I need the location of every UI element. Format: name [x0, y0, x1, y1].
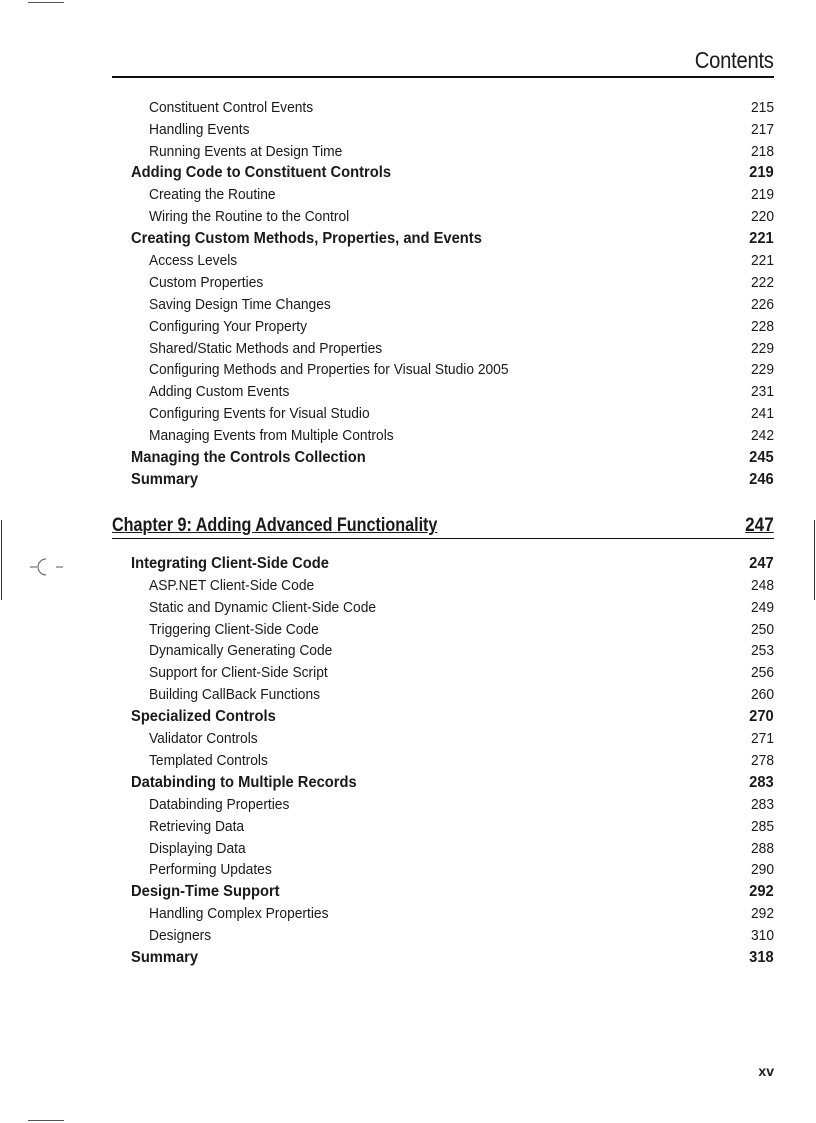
toc-entry-title: Designers [149, 927, 212, 944]
toc-entry-page: 229 [750, 340, 774, 357]
toc-entry-page: 290 [750, 861, 774, 878]
toc-entry-page: 253 [750, 642, 774, 659]
toc-section-page: 247 [749, 555, 774, 572]
toc-entry-title: Constituent Control Events [149, 99, 314, 116]
toc-section-title: Integrating Client-Side Code [131, 555, 329, 572]
toc-entry-page: 229 [750, 361, 774, 378]
toc-entry[interactable] [0, 338, 816, 360]
toc-entry-title: Templated Controls [149, 752, 268, 769]
toc-section-page: 270 [749, 708, 774, 725]
toc-entry-page: 241 [750, 405, 774, 422]
toc-entry-page: 285 [750, 818, 774, 835]
toc-entry-title: Wiring the Routine to the Control [149, 208, 350, 225]
toc-entry-page: 292 [750, 905, 774, 922]
toc-entry-page: 250 [750, 621, 774, 638]
toc-section-title: Summary [131, 471, 199, 488]
toc-entry[interactable] [0, 838, 816, 860]
toc-entry-title: Shared/Static Methods and Properties [149, 340, 383, 357]
toc-entry-title: Performing Updates [149, 861, 272, 878]
toc-entry-page: 228 [750, 318, 774, 335]
toc-entry-page: 226 [750, 296, 774, 313]
toc-entry-title: Dynamically Generating Code [149, 642, 333, 659]
toc-entry[interactable] [0, 403, 816, 425]
toc-entry-page: 215 [750, 99, 774, 116]
toc-entry[interactable] [0, 859, 816, 881]
toc-section[interactable] [0, 469, 816, 491]
toc-section-page: 246 [749, 471, 774, 488]
toc-entry-page: 278 [750, 752, 774, 769]
toc-entry-page: 219 [750, 186, 774, 203]
toc-entry[interactable] [0, 381, 816, 403]
toc-entry[interactable] [0, 425, 816, 447]
chapter-heading[interactable] [112, 514, 774, 539]
toc-section-title: Specialized Controls [131, 708, 276, 725]
toc-section[interactable] [0, 228, 816, 250]
toc-section-page: 221 [749, 230, 774, 247]
crop-mark-bottom-left [28, 1120, 64, 1121]
toc-entry-title: Handling Events [149, 121, 250, 138]
toc-entry-page: 271 [750, 730, 774, 747]
toc-entry-title: Static and Dynamic Client-Side Code [149, 599, 377, 616]
toc-entry[interactable] [0, 119, 816, 141]
toc-entry[interactable] [0, 662, 816, 684]
toc-entry-page: 310 [750, 927, 774, 944]
toc-section[interactable] [0, 447, 816, 469]
toc-entry[interactable] [0, 794, 816, 816]
toc-entry[interactable] [0, 272, 816, 294]
running-header-title: Contents [695, 47, 774, 73]
toc-entry[interactable] [0, 141, 816, 163]
page-folio: xv [758, 1063, 774, 1079]
toc-section-title: Creating Custom Methods, Properties, and Events [131, 230, 482, 247]
toc-entry[interactable] [0, 640, 816, 662]
toc-entry[interactable] [0, 206, 816, 228]
toc-entry[interactable] [0, 316, 816, 338]
toc-entry-title: Configuring Your Property [149, 318, 308, 335]
toc-section-page: 283 [749, 774, 774, 791]
toc-entry-title: Creating the Routine [149, 186, 276, 203]
toc-section-title: Design-Time Support [131, 883, 280, 900]
toc-entry-title: Configuring Events for Visual Studio [149, 405, 370, 422]
crop-mark-top-left [28, 2, 64, 3]
toc-section[interactable] [0, 881, 816, 903]
toc-entry-title: Managing Events from Multiple Controls [149, 427, 394, 444]
toc-entry[interactable] [0, 97, 816, 119]
chapter-page: 247 [745, 515, 774, 536]
toc-entry-page: 256 [750, 664, 774, 681]
toc-entry-page: 288 [750, 840, 774, 857]
toc-entry-title: Custom Properties [149, 274, 264, 291]
toc-entry[interactable] [0, 250, 816, 272]
toc-entry[interactable] [0, 619, 816, 641]
header-rule [112, 76, 774, 78]
toc-section-title: Managing the Controls Collection [131, 449, 366, 466]
toc-entry-title: Validator Controls [149, 730, 258, 747]
toc-entry-title: Displaying Data [149, 840, 246, 857]
toc-entry[interactable] [0, 750, 816, 772]
toc-section[interactable] [0, 772, 816, 794]
toc-section-page: 318 [749, 949, 774, 966]
toc-entry-title: Handling Complex Properties [149, 905, 329, 922]
toc-entry-page: 231 [750, 383, 774, 400]
toc-entry-page: 248 [750, 577, 774, 594]
toc-entry-page: 218 [750, 143, 774, 160]
toc-entry[interactable] [0, 184, 816, 206]
toc-entry-page: 221 [750, 252, 774, 269]
toc-entry-page: 260 [750, 686, 774, 703]
toc-entry-title: Building CallBack Functions [149, 686, 321, 703]
toc-entry-page: 220 [750, 208, 774, 225]
toc-section-title: Databinding to Multiple Records [131, 774, 357, 791]
toc-entry-title: Triggering Client-Side Code [149, 621, 319, 638]
toc-entry-title: Access Levels [149, 252, 238, 269]
toc-entry-page: 242 [750, 427, 774, 444]
toc-entry-page: 217 [750, 121, 774, 138]
toc-entry[interactable] [0, 925, 816, 947]
toc-section[interactable] [0, 947, 816, 969]
chapter-title: Chapter 9: Adding Advanced Functionality [112, 515, 438, 536]
toc-entry-title: Databinding Properties [149, 796, 290, 813]
toc-entry-title: Configuring Methods and Properties for Visual Studio 2005 [149, 361, 509, 378]
toc-section[interactable] [0, 553, 816, 575]
toc-entry[interactable] [0, 597, 816, 619]
toc-entry-page: 283 [750, 796, 774, 813]
toc-entry[interactable] [0, 294, 816, 316]
toc-section-page: 292 [749, 883, 774, 900]
toc-entry-title: ASP.NET Client-Side Code [149, 577, 315, 594]
toc-entry[interactable] [0, 359, 816, 381]
toc-section[interactable] [0, 706, 816, 728]
toc-entry[interactable] [0, 903, 816, 925]
toc-entry[interactable] [0, 728, 816, 750]
toc-entry-page: 249 [750, 599, 774, 616]
toc-entry-title: Saving Design Time Changes [149, 296, 331, 313]
toc-entry-title: Running Events at Design Time [149, 143, 343, 160]
toc-entry[interactable] [0, 575, 816, 597]
toc-section-title: Summary [131, 949, 199, 966]
toc-section-page: 219 [749, 164, 774, 181]
toc-entry[interactable] [0, 684, 816, 706]
toc-entry-title: Support for Client-Side Script [149, 664, 328, 681]
toc-section-page: 245 [749, 449, 774, 466]
toc-entry[interactable] [0, 816, 816, 838]
toc-section-title: Adding Code to Constituent Controls [131, 164, 392, 181]
toc-entry-title: Adding Custom Events [149, 383, 290, 400]
toc-entry-page: 222 [750, 274, 774, 291]
toc-section[interactable] [0, 162, 816, 184]
toc-entry-title: Retrieving Data [149, 818, 245, 835]
